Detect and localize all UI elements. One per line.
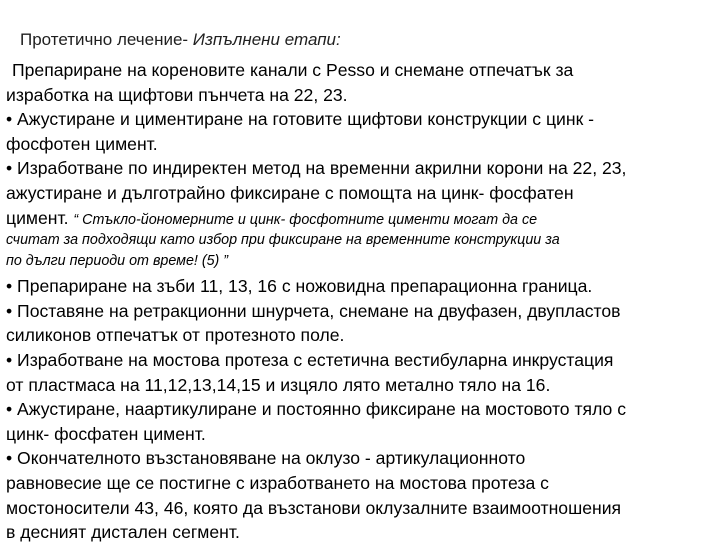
title-italic: Изпълнени етапи: [188,30,341,49]
text-line: фосфотен цимент. [6,133,158,154]
text-line: от пластмаса на 11,12,13,14,15 и изцяло лято метално тяло на 16. [6,374,551,395]
text-line: цинк- фосфатен цимент. [6,423,206,444]
citation-line [6,206,716,231]
citation-quote: “ Стъкло-йономерните и цинк- фосфотните цименти могат да се [73,211,538,228]
bullet-line: • Окончателното възстановяване на оклузо - артикулационното [6,448,526,469]
text-line: равновесие ще се постигне с изработването на мостова протеза с [6,472,549,493]
text-line: силиконов отпечатък от протезното поле. [6,325,345,346]
citation-quote-line: по дълги периоди от време! (5) ” [6,252,229,269]
text-line: ажустиране и дълготрайно фиксиране с помощта на цинк- фосфатен [6,182,574,203]
bullet-line: • Изработване на мостова протеза с естетична вестибуларна инкрустация [6,349,614,370]
citation-quote-line: считат за подходящи като избор при фиксиране на временните конструкции за [6,232,560,249]
text-fragment: цимент. [6,207,74,228]
bullet-line: • Ажустиране, наартикулиране и постоянно фиксиране на мостовото тяло с [6,399,626,420]
slide-title [20,30,341,50]
text-line: мостоносители 43, 46, която да възстанови оклузалните взаимоотношения [6,497,622,518]
bullet-line: • Препариране на зъби 11, 13, 16 с ножовидна препарационна граница. [6,276,593,297]
bullet-line: • Ажустиране и циментиране на готовите щифтови конструкции с цинк - [6,109,595,130]
text-line: в десният дистален сегмент. [6,522,240,543]
bullet-line: • Поставяне на ретракционни шнурчета, снемане на двуфазен, двупластов [6,300,621,321]
bullet-line: • Изработване по индиректен метод на временни акрилни корони на 22, 23, [6,158,627,179]
title-main: Протетично лечение- [20,30,189,49]
text-line: Препариране на кореновите канали с Pesso и снемане отпечатък за [12,60,574,80]
text-line: изработка на щифтови пънчета на 22, 23. [6,84,348,105]
slide-body [6,58,716,545]
